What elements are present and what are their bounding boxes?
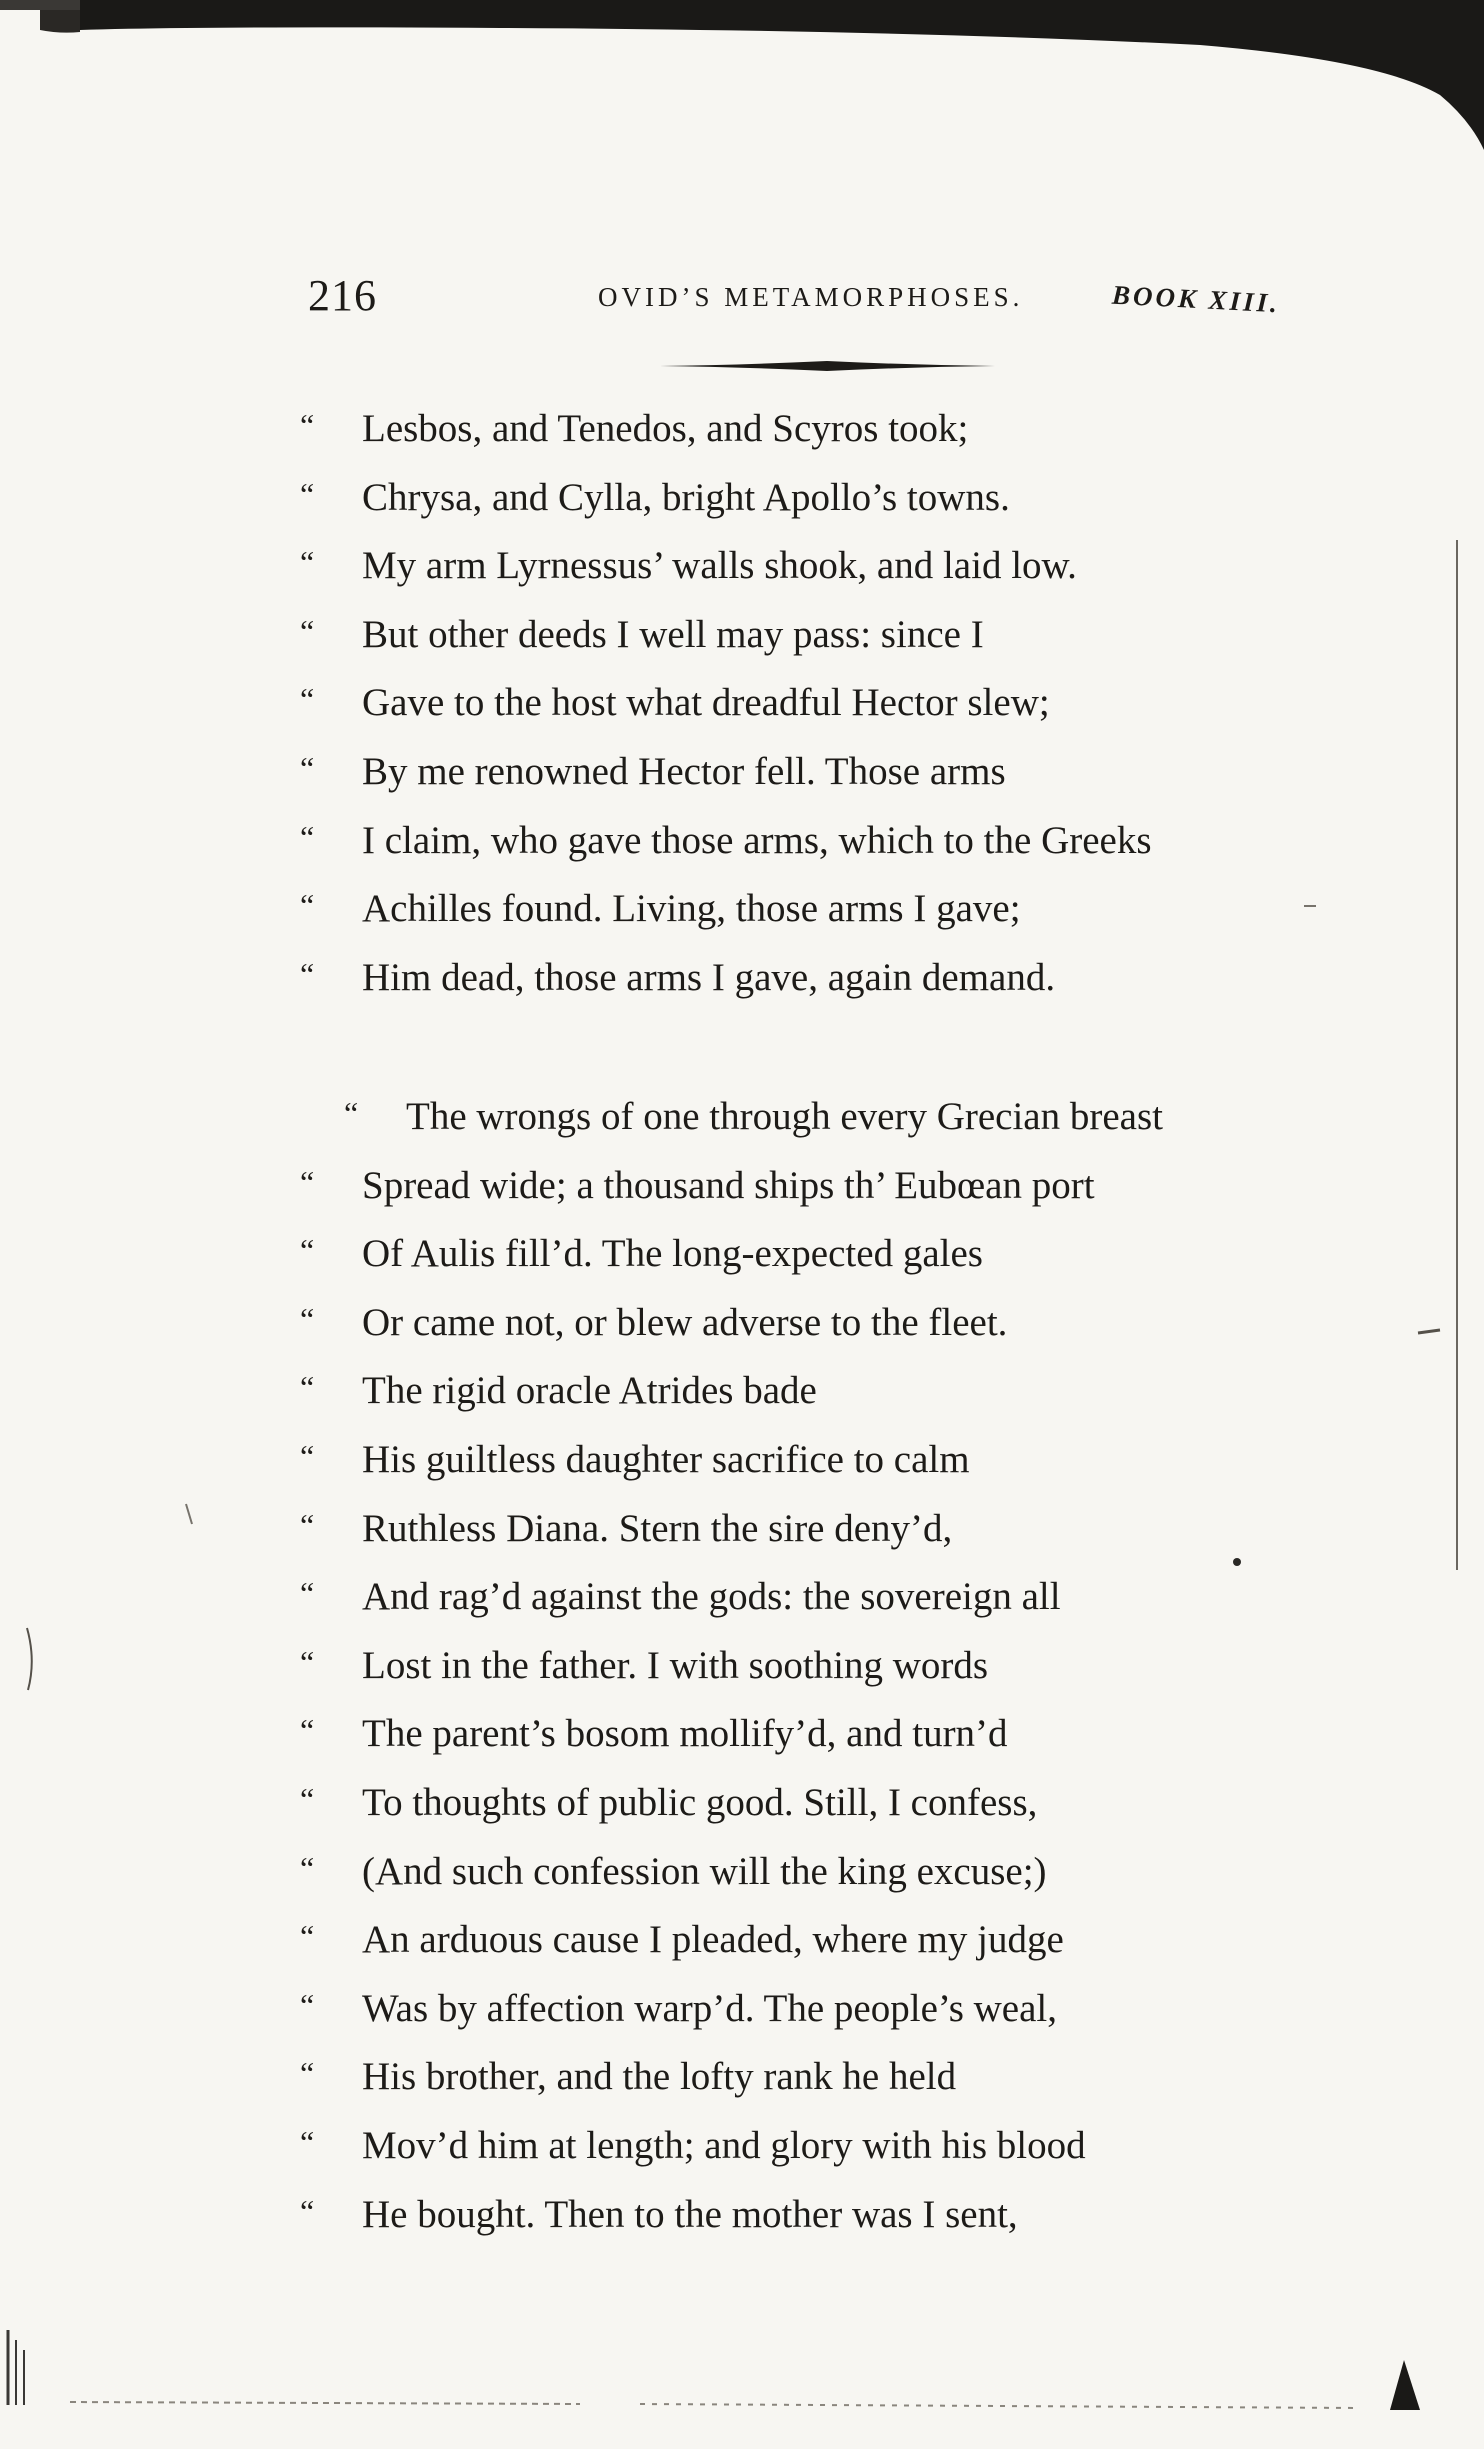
page-top-edge-shadow (0, 0, 1484, 150)
opening-quote: “ (300, 1300, 315, 1337)
verse-line (300, 1426, 1320, 1495)
verse-text: Spread wide; a thousand ships th’ Eubœan port (362, 1163, 1095, 1207)
verse-text: Mov’d him at length; and glory with his blood (362, 2123, 1086, 2167)
verse-text: His guiltless daughter sacrifice to calm (362, 1437, 970, 1481)
opening-quote: “ (300, 1163, 315, 1200)
opening-quote: “ (300, 1712, 315, 1749)
verse-text: But other deeds I well may pass: since I (362, 612, 984, 656)
verse-line (300, 1152, 1320, 1221)
verse-text: Chrysa, and Cylla, bright Apollo’s towns. (362, 475, 1010, 519)
verse-line (300, 1289, 1320, 1358)
verse-text: Ruthless Diana. Stern the sire deny’d, (362, 1506, 953, 1550)
opening-quote: “ (300, 1575, 315, 1612)
verse-text: The parent’s bosom mollify’d, and turn’d (362, 1712, 1008, 1756)
opening-quote: “ (300, 407, 315, 443)
opening-quote: “ (300, 1986, 315, 2023)
verse-line (300, 1769, 1320, 1838)
book-label: BOOK XIII. (1111, 279, 1281, 319)
verse-line (300, 1700, 1320, 1769)
verse-text: To thoughts of public good. Still, I confess, (362, 1780, 1038, 1824)
opening-quote: “ (300, 2192, 315, 2229)
page-number: 216 (308, 271, 377, 320)
verse-line (300, 738, 1320, 807)
verse-text: Achilles found. Living, those arms I gave; (362, 887, 1021, 931)
verse-line (300, 1838, 1320, 1907)
verse-line (300, 1083, 1320, 1152)
running-head (300, 270, 1320, 330)
verse-line (300, 395, 1320, 464)
opening-quote: “ (300, 612, 315, 649)
verse-line (300, 1906, 1320, 1975)
verse-text: Of Aulis fill’d. The long-expected gales (362, 1232, 983, 1276)
verse-text: By me renowned Hector fell. Those arms (362, 749, 1006, 793)
running-title: OVID’S METAMORPHOSES. (598, 282, 1024, 312)
opening-quote: “ (300, 1437, 315, 1474)
opening-quote: “ (300, 2055, 315, 2092)
verse-stanza-2 (300, 1083, 1320, 2249)
verse-line (300, 944, 1320, 1013)
opening-quote: “ (300, 818, 315, 855)
verse-stanza-1 (300, 395, 1320, 1012)
verse-line (300, 1632, 1320, 1701)
verse-line (300, 1495, 1320, 1564)
verse-line (300, 807, 1320, 876)
opening-quote: “ (300, 2123, 315, 2160)
verse-text: His brother, and the lofty rank he held (362, 2055, 957, 2099)
verse-text: Or came not, or blew adverse to the fleet. (362, 1300, 1008, 1344)
verse-text: And rag’d against the gods: the sovereign all (362, 1575, 1061, 1619)
ornamental-rule (660, 360, 995, 372)
opening-quote: “ (300, 955, 315, 992)
verse-text: Lost in the father. I with soothing words (362, 1643, 989, 1687)
opening-quote: “ (300, 1643, 315, 1680)
verse-text: The wrongs of one through every Grecian breast (406, 1095, 1163, 1138)
verse-text: An arduous cause I pleaded, where my judge (362, 1918, 1064, 1962)
verse-text: (And such confession will the king excuse;) (362, 1849, 1047, 1893)
opening-quote: “ (300, 1918, 315, 1955)
opening-quote: “ (344, 1095, 359, 1131)
verse-text: Gave to the host what dreadful Hector slew; (362, 681, 1050, 725)
verse-line (300, 2181, 1320, 2250)
opening-quote: “ (300, 681, 315, 718)
opening-quote: “ (300, 1849, 315, 1886)
opening-quote: “ (300, 1780, 315, 1817)
verse-text: The rigid oracle Atrides bade (362, 1369, 817, 1413)
opening-quote: “ (300, 475, 315, 512)
verse-line (300, 1220, 1320, 1289)
verse-text: I claim, who gave those arms, which to the Greeks (362, 818, 1152, 862)
verse-text: My arm Lyrnessus’ walls shook, and laid low. (362, 544, 1077, 588)
opening-quote: “ (300, 887, 315, 924)
verse-line (300, 532, 1320, 601)
verse-line (300, 669, 1320, 738)
verse-line (300, 875, 1320, 944)
verse-text: Him dead, those arms I gave, again demand. (362, 955, 1056, 999)
verse-line (300, 601, 1320, 670)
verse-line (300, 1563, 1320, 1632)
verse-line (300, 2112, 1320, 2181)
verse-line (300, 1357, 1320, 1426)
verse-line (300, 1975, 1320, 2044)
opening-quote: “ (300, 749, 315, 786)
verse-line (300, 464, 1320, 533)
verse-line (300, 2043, 1320, 2112)
opening-quote: “ (300, 544, 315, 581)
opening-quote: “ (300, 1506, 315, 1543)
opening-quote: “ (300, 1232, 315, 1269)
verse-text: Was by affection warp’d. The people’s weal, (362, 1986, 1058, 2030)
verse-text: Lesbos, and Tenedos, and Scyros took; (362, 407, 969, 450)
opening-quote: “ (300, 1369, 315, 1406)
verse-text: He bought. Then to the mother was I sent, (362, 2192, 1018, 2236)
